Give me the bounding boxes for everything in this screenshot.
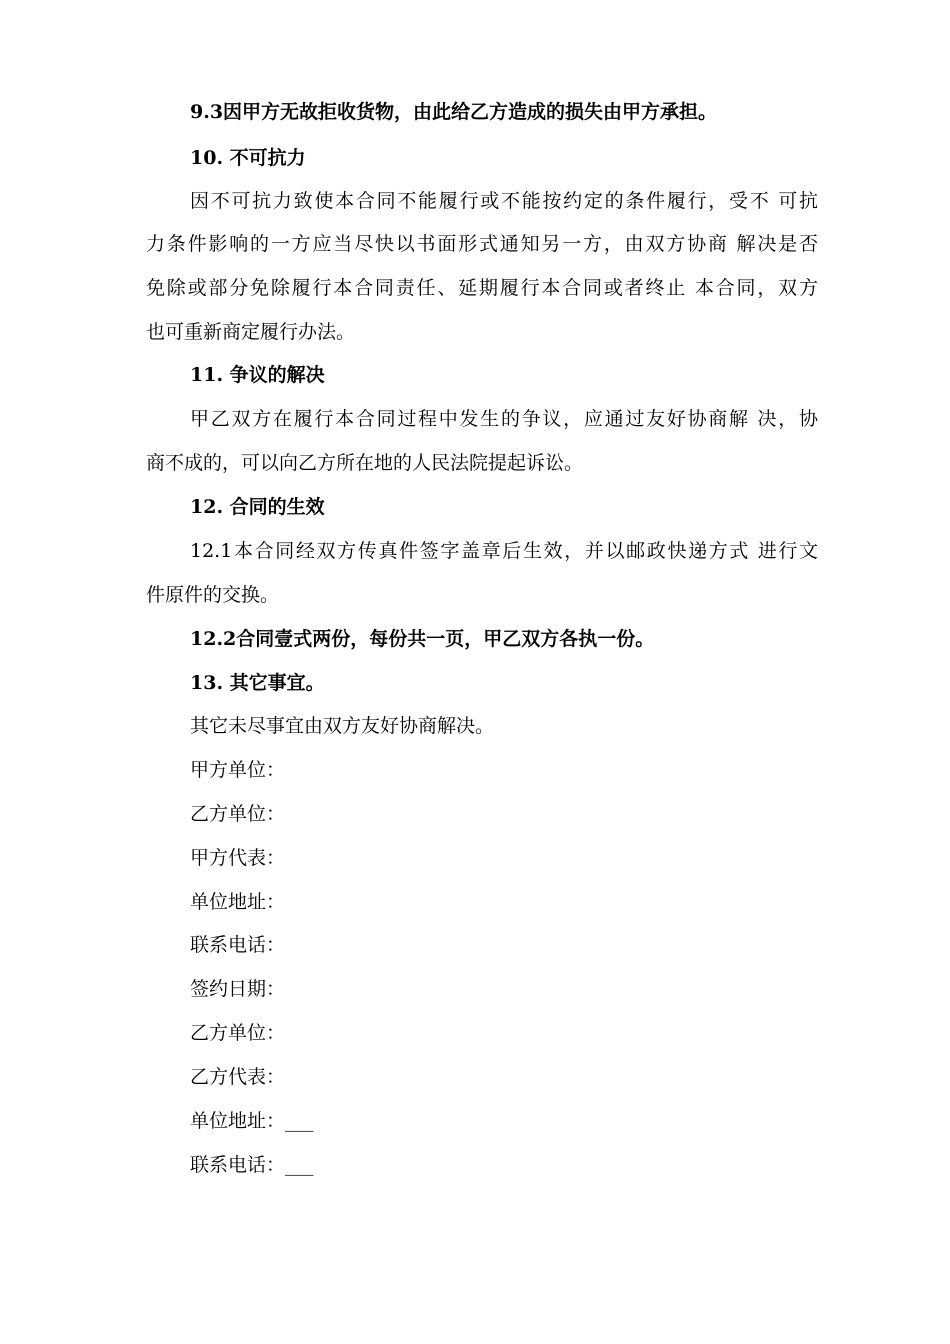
- clause-12-1-line-1: 12.1本合同经双方传真件签字盖章后生效，并以邮政快递方式 进行文: [190, 540, 818, 562]
- clause-11-heading: 11. 争议的解决: [190, 364, 325, 386]
- clause-10-line-2: 力条件影响的一方应当尽快以书面形式通知另一方，由双方协商 解决是否: [146, 233, 818, 255]
- clause-9-3: 9.3因甲方无故拒收货物，由此给乙方造成的损失由甲方承担。: [190, 101, 718, 123]
- clause-10-line-1: 因不可抗力致使本合同不能履行或不能按约定的条件履行，受不 可抗: [190, 190, 818, 212]
- field-unit-address: 单位地址：: [190, 891, 286, 913]
- clause-11-line-2: 商不成的，可以向乙方所在地的人民法院提起诉讼。: [146, 452, 584, 474]
- field-contact-phone-2: 联系电话：___: [190, 1154, 314, 1176]
- clause-13-text: 其它未尽事宜由双方友好协商解决。: [190, 715, 495, 737]
- field-party-b-unit: 乙方单位：: [190, 803, 286, 825]
- clause-13-heading: 13. 其它事宜。: [190, 672, 325, 694]
- field-contact-phone: 联系电话：: [190, 934, 286, 956]
- field-party-b-unit-2: 乙方单位：: [190, 1022, 286, 1044]
- clause-10-line-4: 也可重新商定履行办法。: [146, 321, 356, 343]
- field-party-a-unit: 甲方单位：: [190, 759, 286, 781]
- clause-11-line-1: 甲乙双方在履行本合同过程中发生的争议，应通过友好协商解 决，协: [190, 408, 818, 430]
- clause-12-heading: 12. 合同的生效: [190, 496, 325, 518]
- field-party-b-representative: 乙方代表：: [190, 1066, 286, 1088]
- clause-10-heading: 10. 不可抗力: [190, 147, 306, 169]
- field-unit-address-2: 单位地址：___: [190, 1110, 314, 1132]
- field-party-a-representative: 甲方代表：: [190, 847, 286, 869]
- clause-10-line-3: 免除或部分免除履行本合同责任、延期履行本合同或者终止 本合同，双方: [146, 277, 818, 299]
- clause-12-2: 12.2合同壹式两份，每份共一页，甲乙双方各执一份。: [190, 628, 655, 650]
- clause-12-1-line-2: 件原件的交换。: [146, 584, 280, 606]
- field-signing-date: 签约日期：: [190, 978, 286, 1000]
